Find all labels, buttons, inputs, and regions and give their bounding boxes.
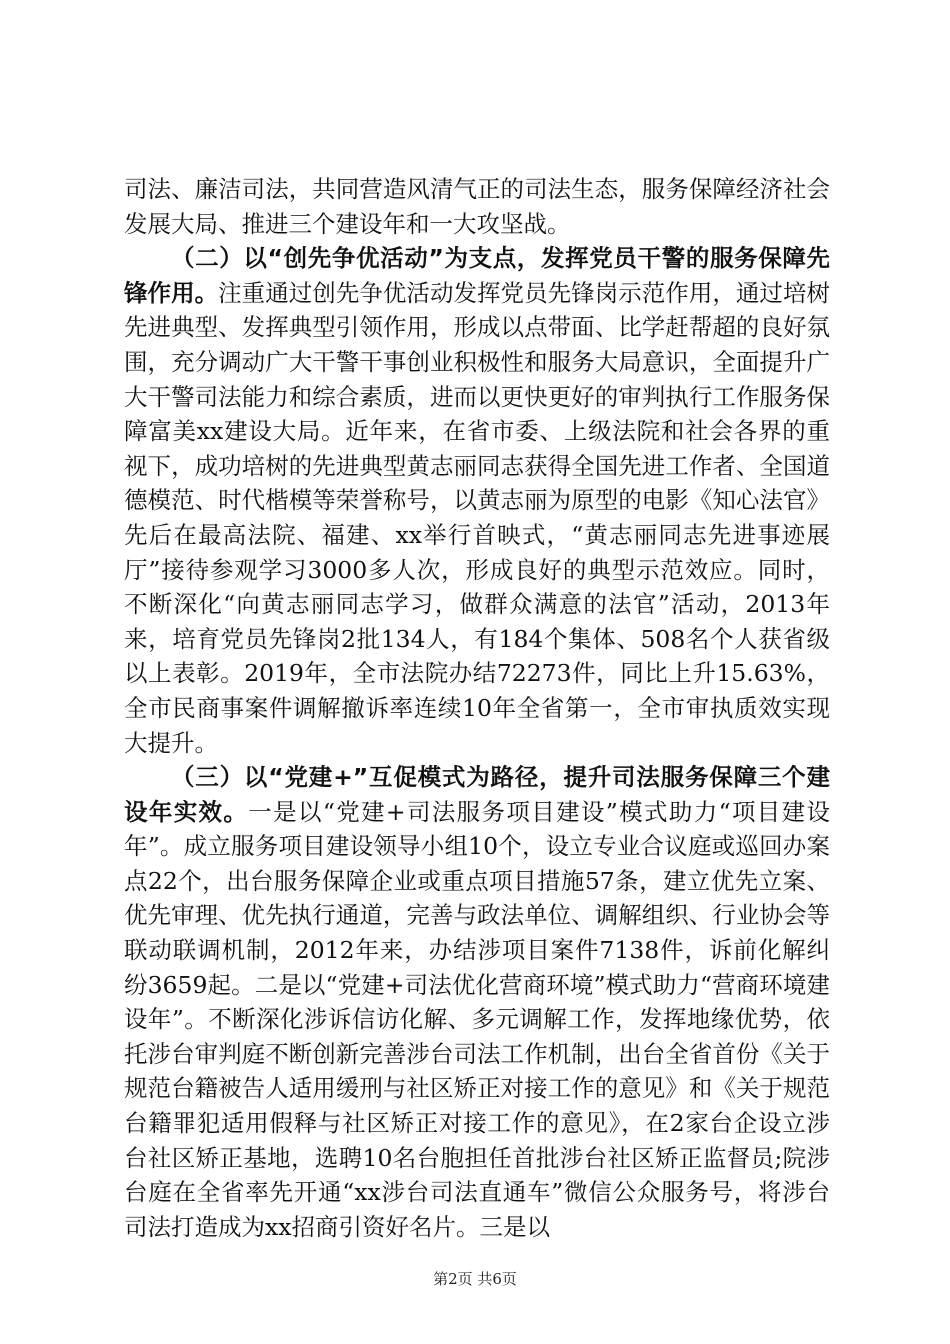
paragraph-section-two [124, 241, 830, 760]
section-heading: （三）以“党建+”互促模式为路径，提升司法服务保障三个建设年实效。 [124, 763, 830, 826]
paragraph-text: 一是以“党建+司法服务项目建设”模式助力“项目建设年”。成立服务项目建设领导小组10个，设立专业合议庭或巡回办案点22个，出台服务保障企业或重点项目措施57条，建立优先立案、优先审理、优先执行通道，完善与政法单位、调解组织、行业协会等联动联调机制，2012年来，办结涉项目案件7138件，诉前化解纠纷3659起。二是以“党建+司法优化营商环境”模式助力“营商环境建设年”。不断深化涉诉信访化解、多元调解工作，发挥地缘优势，依托涉台审判庭不断创新完善涉台司法工作机制，出台全省首份《关于规范台籍被告人适用缓刑与社区矫正对接工作的意见》和《关于规范台籍罪犯适用假释与社区矫正对接工作的意见》，在2家台企设立涉台社区矫正基地，选聘10名台胞担任首批涉台社区矫正监督员;院涉台庭在全省率先开通“xx涉台司法直通车”微信公众服务号，将涉台司法打造成为xx招商引资好名片。三是以 [124, 797, 831, 1241]
page-footer [0, 1268, 950, 1289]
paragraph-section-three [124, 760, 830, 1244]
paragraph-text: 司法、廉洁司法，共同营造风清气正的司法生态，服务保障经济社会发展大局、推进三个建设年和一大攻坚战。 [124, 175, 830, 238]
page-number: 第2页 共6页 [433, 1270, 517, 1288]
paragraph-continuation [124, 172, 830, 241]
paragraph-text: 注重通过创先争优活动发挥党员先锋岗示范作用，通过培树先进典型、发挥典型引领作用，形成以点带面、比学赶帮超的良好氛围，充分调动广大干警干事创业积极性和服务大局意识，全面提升广大干警司法能力和综合素质，进而以更快更好的审判执行工作服务保障富美xx建设大局。近年来，在省市委、上级法院和社会各界的重视下，成功培树的先进典型黄志丽同志获得全国先进工作者、全国道德模范、时代楷模等荣誉称号，以黄志丽为原型的电影《知心法官》先后在最高法院、福建、xx举行首映式，“黄志丽同志先进事迹展厅”接待参观学习3000多人次，形成良好的典型示范效应。同时，不断深化“向黄志丽同志学习，做群众满意的法官”活动，2013年来，培育党员先锋岗2批134人，有184个集体、508名个人获省级以上表彰。2019年，全市法院办结72273件，同比上升15.63%，全市民商事案件调解撤诉率连续10年全省第一，全市审执质效实现大提升。 [124, 278, 831, 757]
document-body [124, 172, 830, 1244]
section-heading: （二）以“创先争优活动”为支点，发挥党员干警的服务保障先锋作用。 [124, 244, 830, 307]
